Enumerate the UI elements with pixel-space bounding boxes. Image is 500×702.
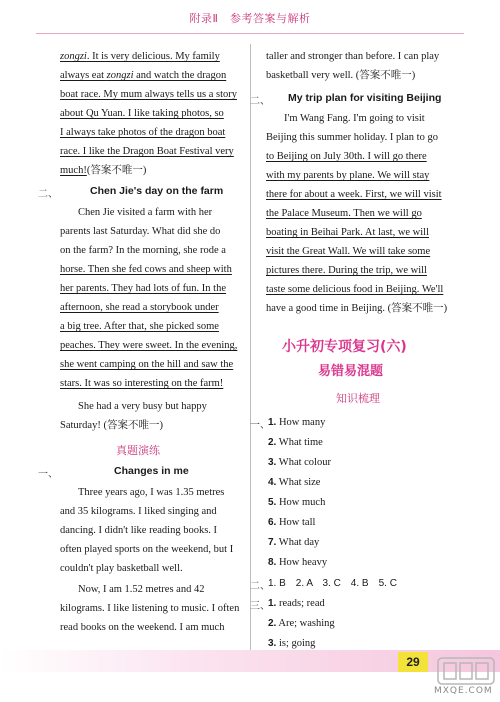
- watermark-text: MXQE.COM: [434, 686, 493, 696]
- text-line: basketball very well. (答案不唯一): [266, 70, 416, 81]
- text-line: I always take photos of the dragon boat: [60, 127, 226, 138]
- text-line: on the farm? In the morning, she rode a: [60, 245, 226, 256]
- section-label: 真题演练: [116, 444, 160, 457]
- text-line: about Qu Yuan. I like taking photos, so: [60, 108, 224, 119]
- list-item: 8. How heavy: [268, 557, 328, 568]
- page-number: 29: [398, 652, 428, 672]
- section-number: 二、: [250, 581, 270, 592]
- text-line: she went camping on the hill and saw the: [60, 359, 234, 370]
- section-number: 一、: [38, 469, 58, 480]
- text-line: boating in Beihai Park. At last, we will: [266, 227, 430, 238]
- text-line: stars. It was so interesting on the farm!: [60, 378, 224, 389]
- header-title: 附录Ⅱ 参考答案与解析: [189, 12, 311, 25]
- list-item: 2. What time: [268, 437, 323, 448]
- list-item: 4. What size: [268, 477, 321, 488]
- list-item: 2. Are; washing: [268, 618, 335, 629]
- text-line: Saturday! (答案不唯一): [60, 420, 163, 431]
- section-number: 二、: [250, 96, 270, 107]
- text-line: Beijing this summer holiday. I plan to go: [266, 132, 438, 143]
- list-item: 3. What colour: [268, 457, 331, 468]
- text-line: the Palace Museum. Then we will go: [266, 208, 422, 219]
- review-title: 小升初专项复习(六): [282, 339, 407, 355]
- text-line: always eat zongzi and watch the dragon: [60, 70, 227, 81]
- header-divider: [36, 33, 464, 34]
- text-line: zongzi. It is very delicious. My family: [60, 51, 220, 62]
- section-number: 一、: [250, 420, 270, 431]
- text-line: She had a very busy but happy: [78, 401, 207, 412]
- text-line: a big tree. After that, she picked some: [60, 321, 219, 332]
- text-line: taste some delicious food in Beijing. We'll: [266, 284, 444, 295]
- text-line: parents last Saturday. What did she do: [60, 226, 221, 237]
- list-item: 6. How tall: [268, 517, 316, 528]
- text-line: and 35 kilograms. I liked singing and: [60, 506, 217, 517]
- text-line: to Beijing on July 30th. I will go there: [266, 151, 427, 162]
- text-line: kilograms. I like listening to music. I often: [60, 603, 240, 614]
- text-line: pictures there. During the trip, we will: [266, 265, 427, 276]
- section-number: 二、: [38, 189, 58, 200]
- review-subtitle: 易错易混题: [318, 364, 384, 379]
- text-line: dancing. I didn't like reading books. I: [60, 525, 218, 536]
- text-line: race. I like the Dragon Boat Festival very: [60, 146, 234, 157]
- list-item: 5. How much: [268, 497, 326, 508]
- text-line: there for about a week. First, we will visit: [266, 189, 442, 200]
- text-line: couldn't play basketball well.: [60, 563, 183, 574]
- page-header: [0, 0, 500, 36]
- text-line: her parents. They had lots of fun. In the: [60, 283, 227, 294]
- text-line: often played sports on the weekend, but I: [60, 544, 234, 555]
- text-line: taller and stronger than before. I can play: [266, 51, 440, 62]
- column-divider: [250, 44, 251, 650]
- text-line: Chen Jie visited a farm with her: [78, 207, 213, 218]
- section-number: 三、: [250, 601, 270, 612]
- text-line: read books on the weekend. I am much: [60, 622, 225, 633]
- text-line: visit the Great Wall. We will take some: [266, 246, 431, 257]
- text-line: peaches. They were sweet. In the evening,: [60, 340, 238, 351]
- section-label: 知识梳理: [336, 392, 380, 405]
- section-title: Chen Jie's day on the farm: [90, 185, 224, 197]
- text-line: have a good time in Beijing. (答案不唯一): [266, 303, 448, 314]
- text-line: with my parents by plane. We will stay: [266, 170, 430, 181]
- list-item: 3. is; going: [268, 638, 316, 649]
- text-line: Now, I am 1.52 metres and 42: [78, 584, 205, 595]
- section-title: Changes in me: [114, 465, 189, 477]
- list-item: 1. reads; read: [268, 598, 325, 609]
- text-line: horse. Then she fed cows and sheep with: [60, 264, 232, 275]
- text-line: afternoon, she read a storybook under: [60, 302, 219, 313]
- list-item: 7. What day: [268, 537, 320, 548]
- text-line: Three years ago, I was 1.35 metres: [78, 487, 225, 498]
- section-title: My trip plan for visiting Beijing: [288, 92, 442, 104]
- list-item: 1. How many: [268, 417, 326, 428]
- text-line: boat race. My mum always tells us a story: [60, 89, 238, 100]
- answer-row: 1. B 2. A 3. C 4. B 5. C: [268, 578, 397, 589]
- text-line: much!(答案不唯一): [60, 165, 147, 176]
- text-line: I'm Wang Fang. I'm going to visit: [284, 113, 425, 124]
